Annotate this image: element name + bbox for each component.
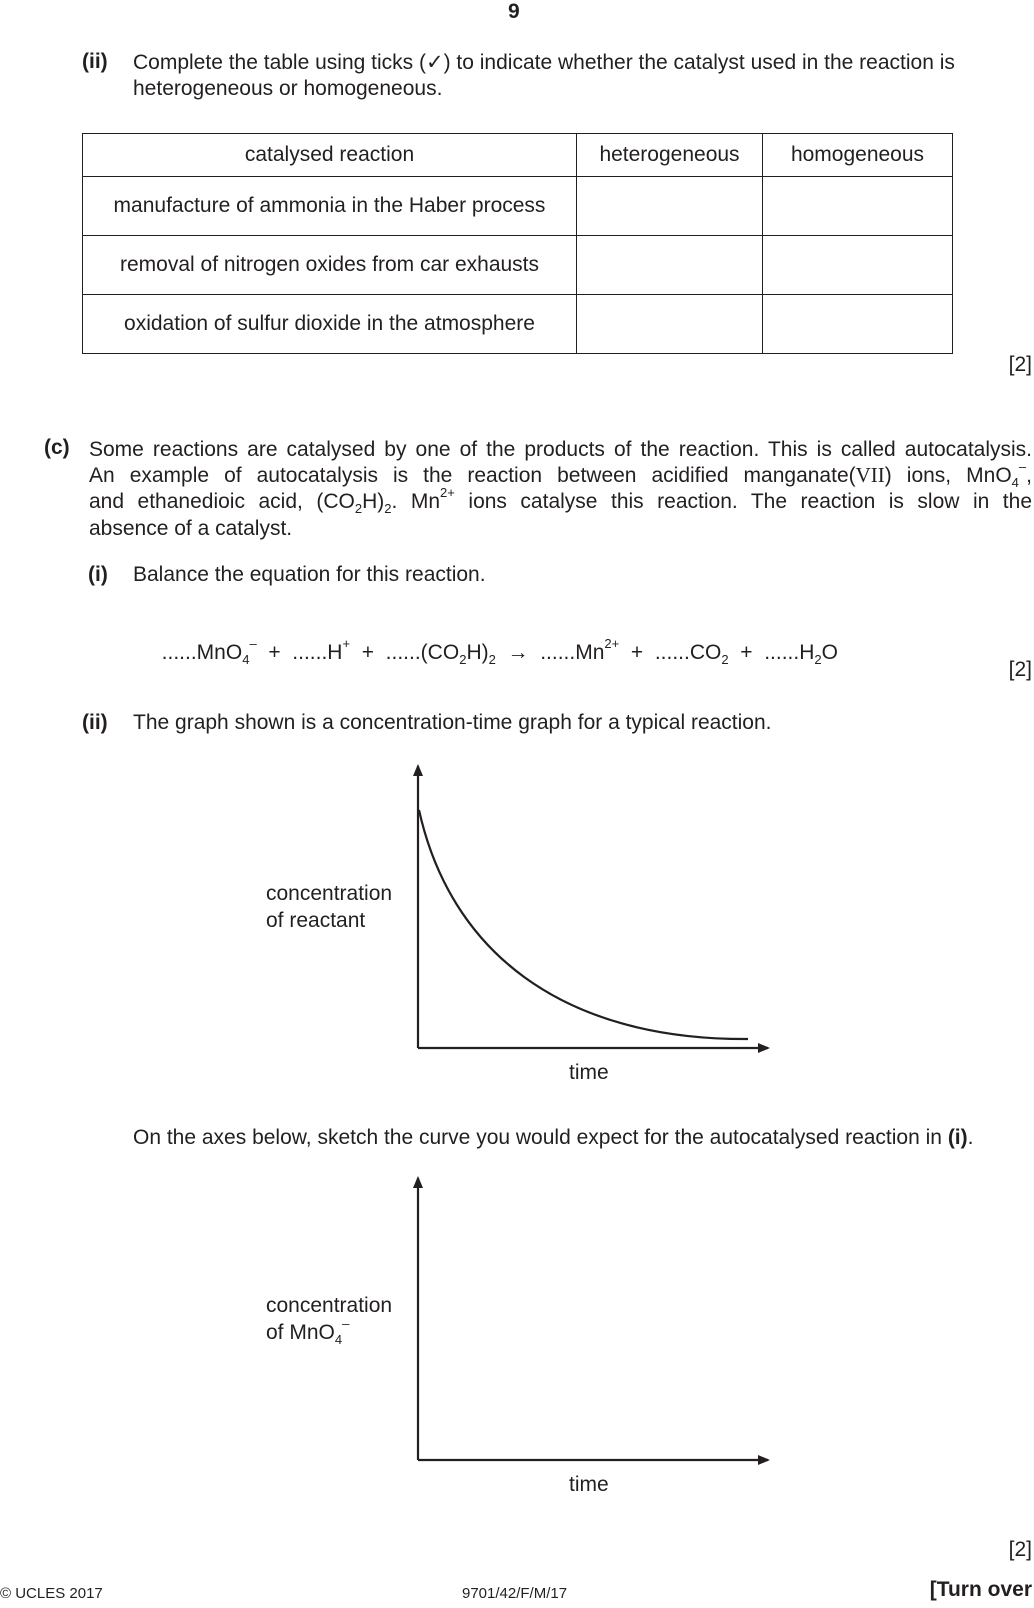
marks-c-ii: [2] [1008, 1538, 1032, 1561]
instruction-part: . [967, 1126, 974, 1149]
question-c-line4: absence of a catalyst. [89, 517, 293, 540]
tick-symbol: ✓ [425, 51, 444, 74]
question-text-c-ii: The graph shown is a concentration-time graph for a typical reaction. [133, 711, 772, 734]
question-c-line1: Some reactions are catalysed by one of the products of the reaction. This is called autocatalysis. [89, 438, 1032, 461]
label-sup: – [342, 1316, 350, 1332]
question-label-b-ii: (ii) [82, 50, 108, 73]
text-part: , [1026, 464, 1032, 487]
subscript: 2 [384, 501, 392, 517]
marks-b-ii: [2] [1008, 353, 1032, 376]
eq-part: + ......(CO [350, 641, 460, 664]
question-label-c: (c) [44, 436, 70, 459]
eq-sub: 2 [721, 652, 729, 668]
label-sub: 4 [334, 1332, 343, 1348]
table-header: heterogeneous [577, 134, 763, 177]
footer-code: 9701/42/F/M/17 [462, 1585, 568, 1602]
eq-sup: 2+ [604, 636, 620, 652]
graph1-ylabel-line2: of reactant [266, 909, 366, 932]
question-text-c-i: Balance the equation for this reaction. [133, 563, 486, 586]
graph2-xlabel: time [569, 1473, 609, 1496]
text-part: ions catalyse this reaction. The reaction is slow in the [454, 490, 1033, 513]
eq-part: + ......H [728, 641, 815, 664]
eq-sup: – [249, 636, 257, 652]
reaction-cell: oxidation of sulfur dioxide in the atmosphere [83, 295, 577, 354]
graph1-xlabel: time [569, 1061, 609, 1084]
question-text-part: ) to indicate whether the catalyst used in the reaction is [443, 51, 955, 74]
footer-copyright: © UCLES 2017 [0, 1585, 103, 1602]
instruction-ref: (i) [947, 1126, 968, 1149]
footer-turn-over: [Turn over [929, 1578, 1032, 1601]
table-header: homogeneous [763, 134, 953, 177]
graph1-ylabel-line1: concentration [266, 882, 393, 905]
reaction-cell: removal of nitrogen oxides from car exhausts [83, 236, 577, 295]
subscript: 2 [354, 501, 363, 517]
superscript: 2+ [440, 485, 455, 501]
eq-sup: + [342, 636, 351, 652]
question-label-c-ii: (ii) [82, 711, 108, 734]
reaction-cell: manufacture of ammonia in the Haber process [83, 177, 577, 236]
subscript: 4 [1011, 475, 1019, 491]
eq-sub: 4 [242, 652, 250, 668]
roman-numeral: VII [855, 463, 885, 487]
superscript: – [1018, 459, 1027, 475]
eq-part: + ......H [256, 641, 343, 664]
eq-part: H) [466, 641, 489, 664]
instruction-part: On the axes below, sketch the curve you would expect for the autocatalysed reaction in [133, 1126, 948, 1149]
text-part: An example of autocatalysis is the reaction between acidified manganate( [89, 464, 856, 487]
question-text-part: Complete the table using ticks ( [133, 51, 426, 74]
text-part: and ethanedioic acid, (CO [89, 490, 355, 513]
table-header: catalysed reaction [83, 134, 577, 177]
text-part: H) [362, 490, 385, 513]
page-number: 9 [508, 0, 520, 23]
text-part: ) ions, MnO [884, 464, 1012, 487]
eq-sub: 2 [814, 652, 822, 668]
question-label-c-i: (i) [88, 563, 108, 586]
eq-part: O [821, 641, 838, 664]
eq-part: ......Mn [540, 641, 605, 664]
eq-part: ......MnO [161, 641, 243, 664]
graph2-ylabel-line1: concentration [266, 1294, 393, 1317]
eq-part: + ......CO [619, 641, 722, 664]
eq-sub: 2 [459, 652, 467, 668]
eq-sub: 2 [488, 652, 496, 668]
label-part: of MnO [266, 1321, 335, 1344]
reaction-arrow: → [495, 641, 541, 664]
question-text-b-ii-line2: heterogeneous or homogeneous. [133, 77, 443, 100]
text-part: . Mn [391, 490, 441, 513]
marks-c-i: [2] [1008, 658, 1032, 681]
